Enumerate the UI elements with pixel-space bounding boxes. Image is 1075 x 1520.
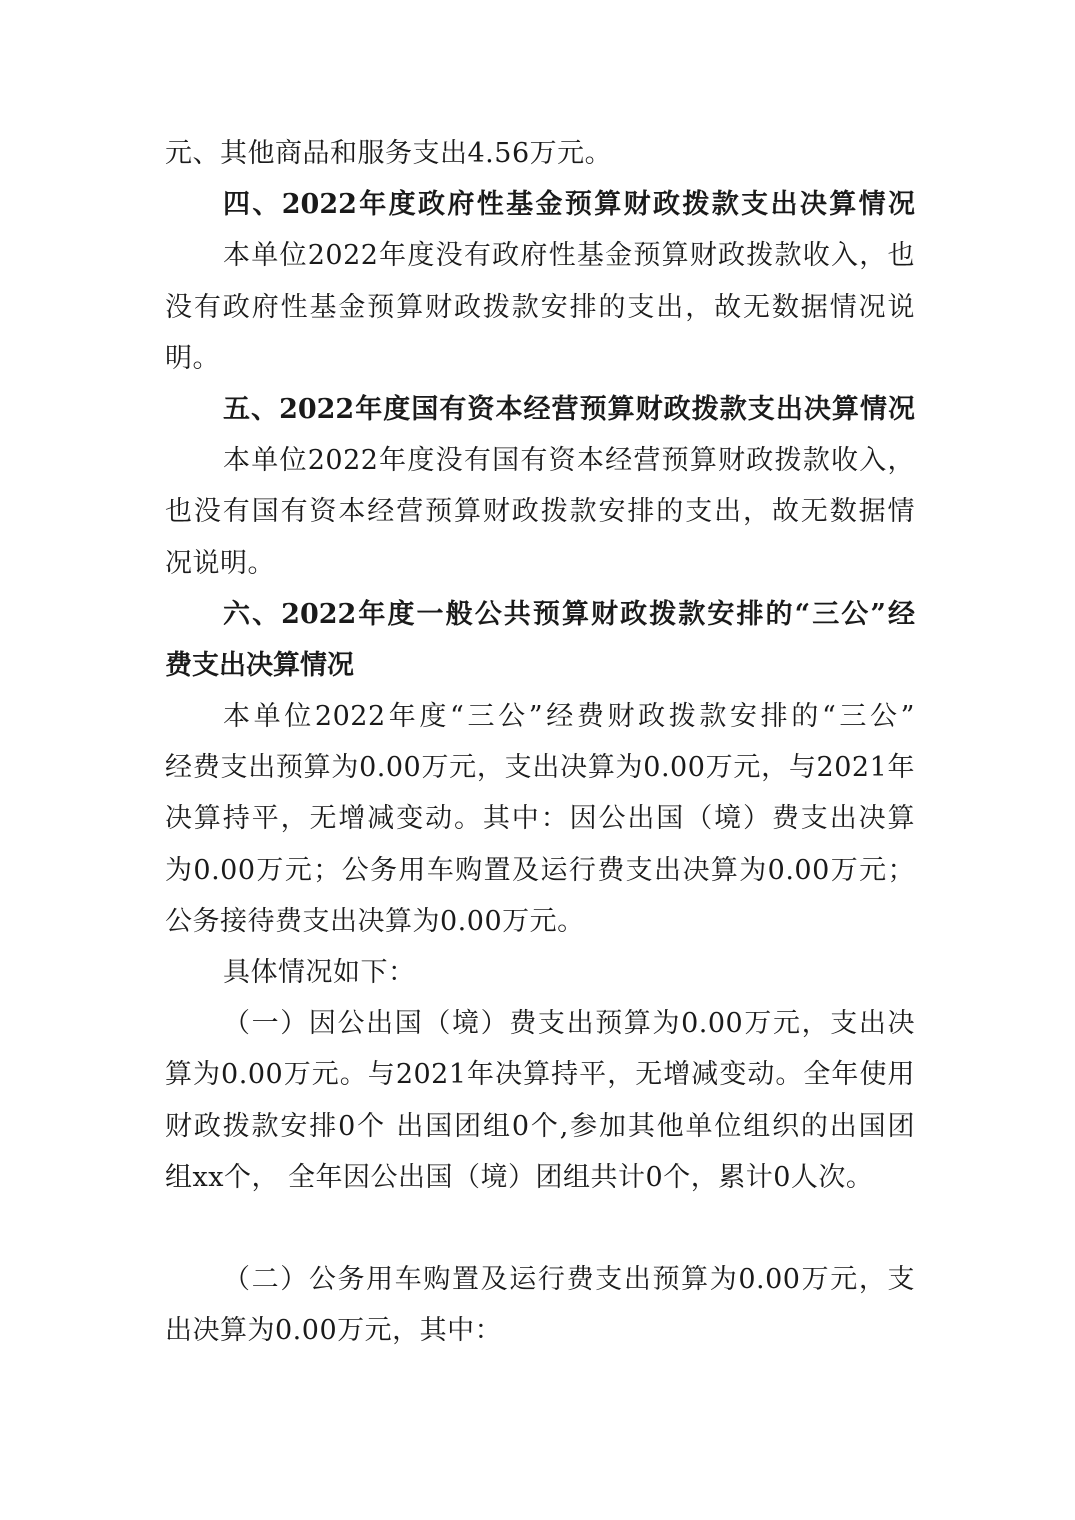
section-heading-line: 五、2022年度国有资本经营预算财政拨款支出决算情况 <box>223 393 915 425</box>
paragraph-line: 经费支出预算为0.00万元，支出决算为0.00万元，与2021年 <box>165 752 915 784</box>
paragraph-line: 本单位2022年度没有国有资本经营预算财政拨款收入， <box>223 445 915 477</box>
paragraph-line: 决算持平，无增减变动。其中：因公出国（境）费支出决算 <box>165 803 915 835</box>
section-heading-line: 费支出决算情况 <box>165 649 354 681</box>
document-page <box>165 128 915 1357</box>
paragraph-line: （一）因公出国（境）费支出预算为0.00万元，支出决 <box>223 1008 915 1040</box>
paragraph-line: 明。 <box>165 342 220 374</box>
paragraph-line: 本单位2022年度没有政府性基金预算财政拨款收入，也 <box>223 240 915 272</box>
paragraph-line: 也没有国有资本经营预算财政拨款安排的支出，故无数据情 <box>165 496 915 528</box>
paragraph-line: 具体情况如下： <box>223 957 416 988</box>
paragraph-line: 组xx个， 全年因公出国（境）团组共计0个，累计0人次。 <box>165 1161 874 1193</box>
paragraph-line: 本单位2022年度“三公”经费财政拨款安排的“三公” <box>223 701 915 733</box>
document-body <box>165 128 915 1357</box>
paragraph-line: 算为0.00万元。与2021年决算持平，无增减变动。全年使用 <box>165 1059 915 1091</box>
paragraph-line: 出决算为0.00万元，其中： <box>165 1315 503 1347</box>
paragraph-line <box>165 1203 915 1254</box>
paragraph-line: 为0.00万元；公务用车购置及运行费支出决算为0.00万元； <box>165 854 915 886</box>
paragraph-line: （二）公务用车购置及运行费支出预算为0.00万元，支 <box>223 1264 915 1296</box>
paragraph-line: 公务接待费支出决算为0.00万元。 <box>165 905 585 937</box>
section-heading-line: 六、2022年度一般公共预算财政拨款安排的“三公”经 <box>223 598 915 630</box>
paragraph-line: 况说明。 <box>165 547 275 579</box>
section-heading-line: 四、2022年度政府性基金预算财政拨款支出决算情况 <box>223 189 915 221</box>
paragraph-line: 财政拨款安排0个 出国团组0个,参加其他单位组织的出国团 <box>165 1110 915 1142</box>
paragraph-line: 元、其他商品和服务支出4.56万元。 <box>165 138 613 169</box>
paragraph-line: 没有政府性基金预算财政拨款安排的支出，故无数据情况说 <box>165 291 915 323</box>
